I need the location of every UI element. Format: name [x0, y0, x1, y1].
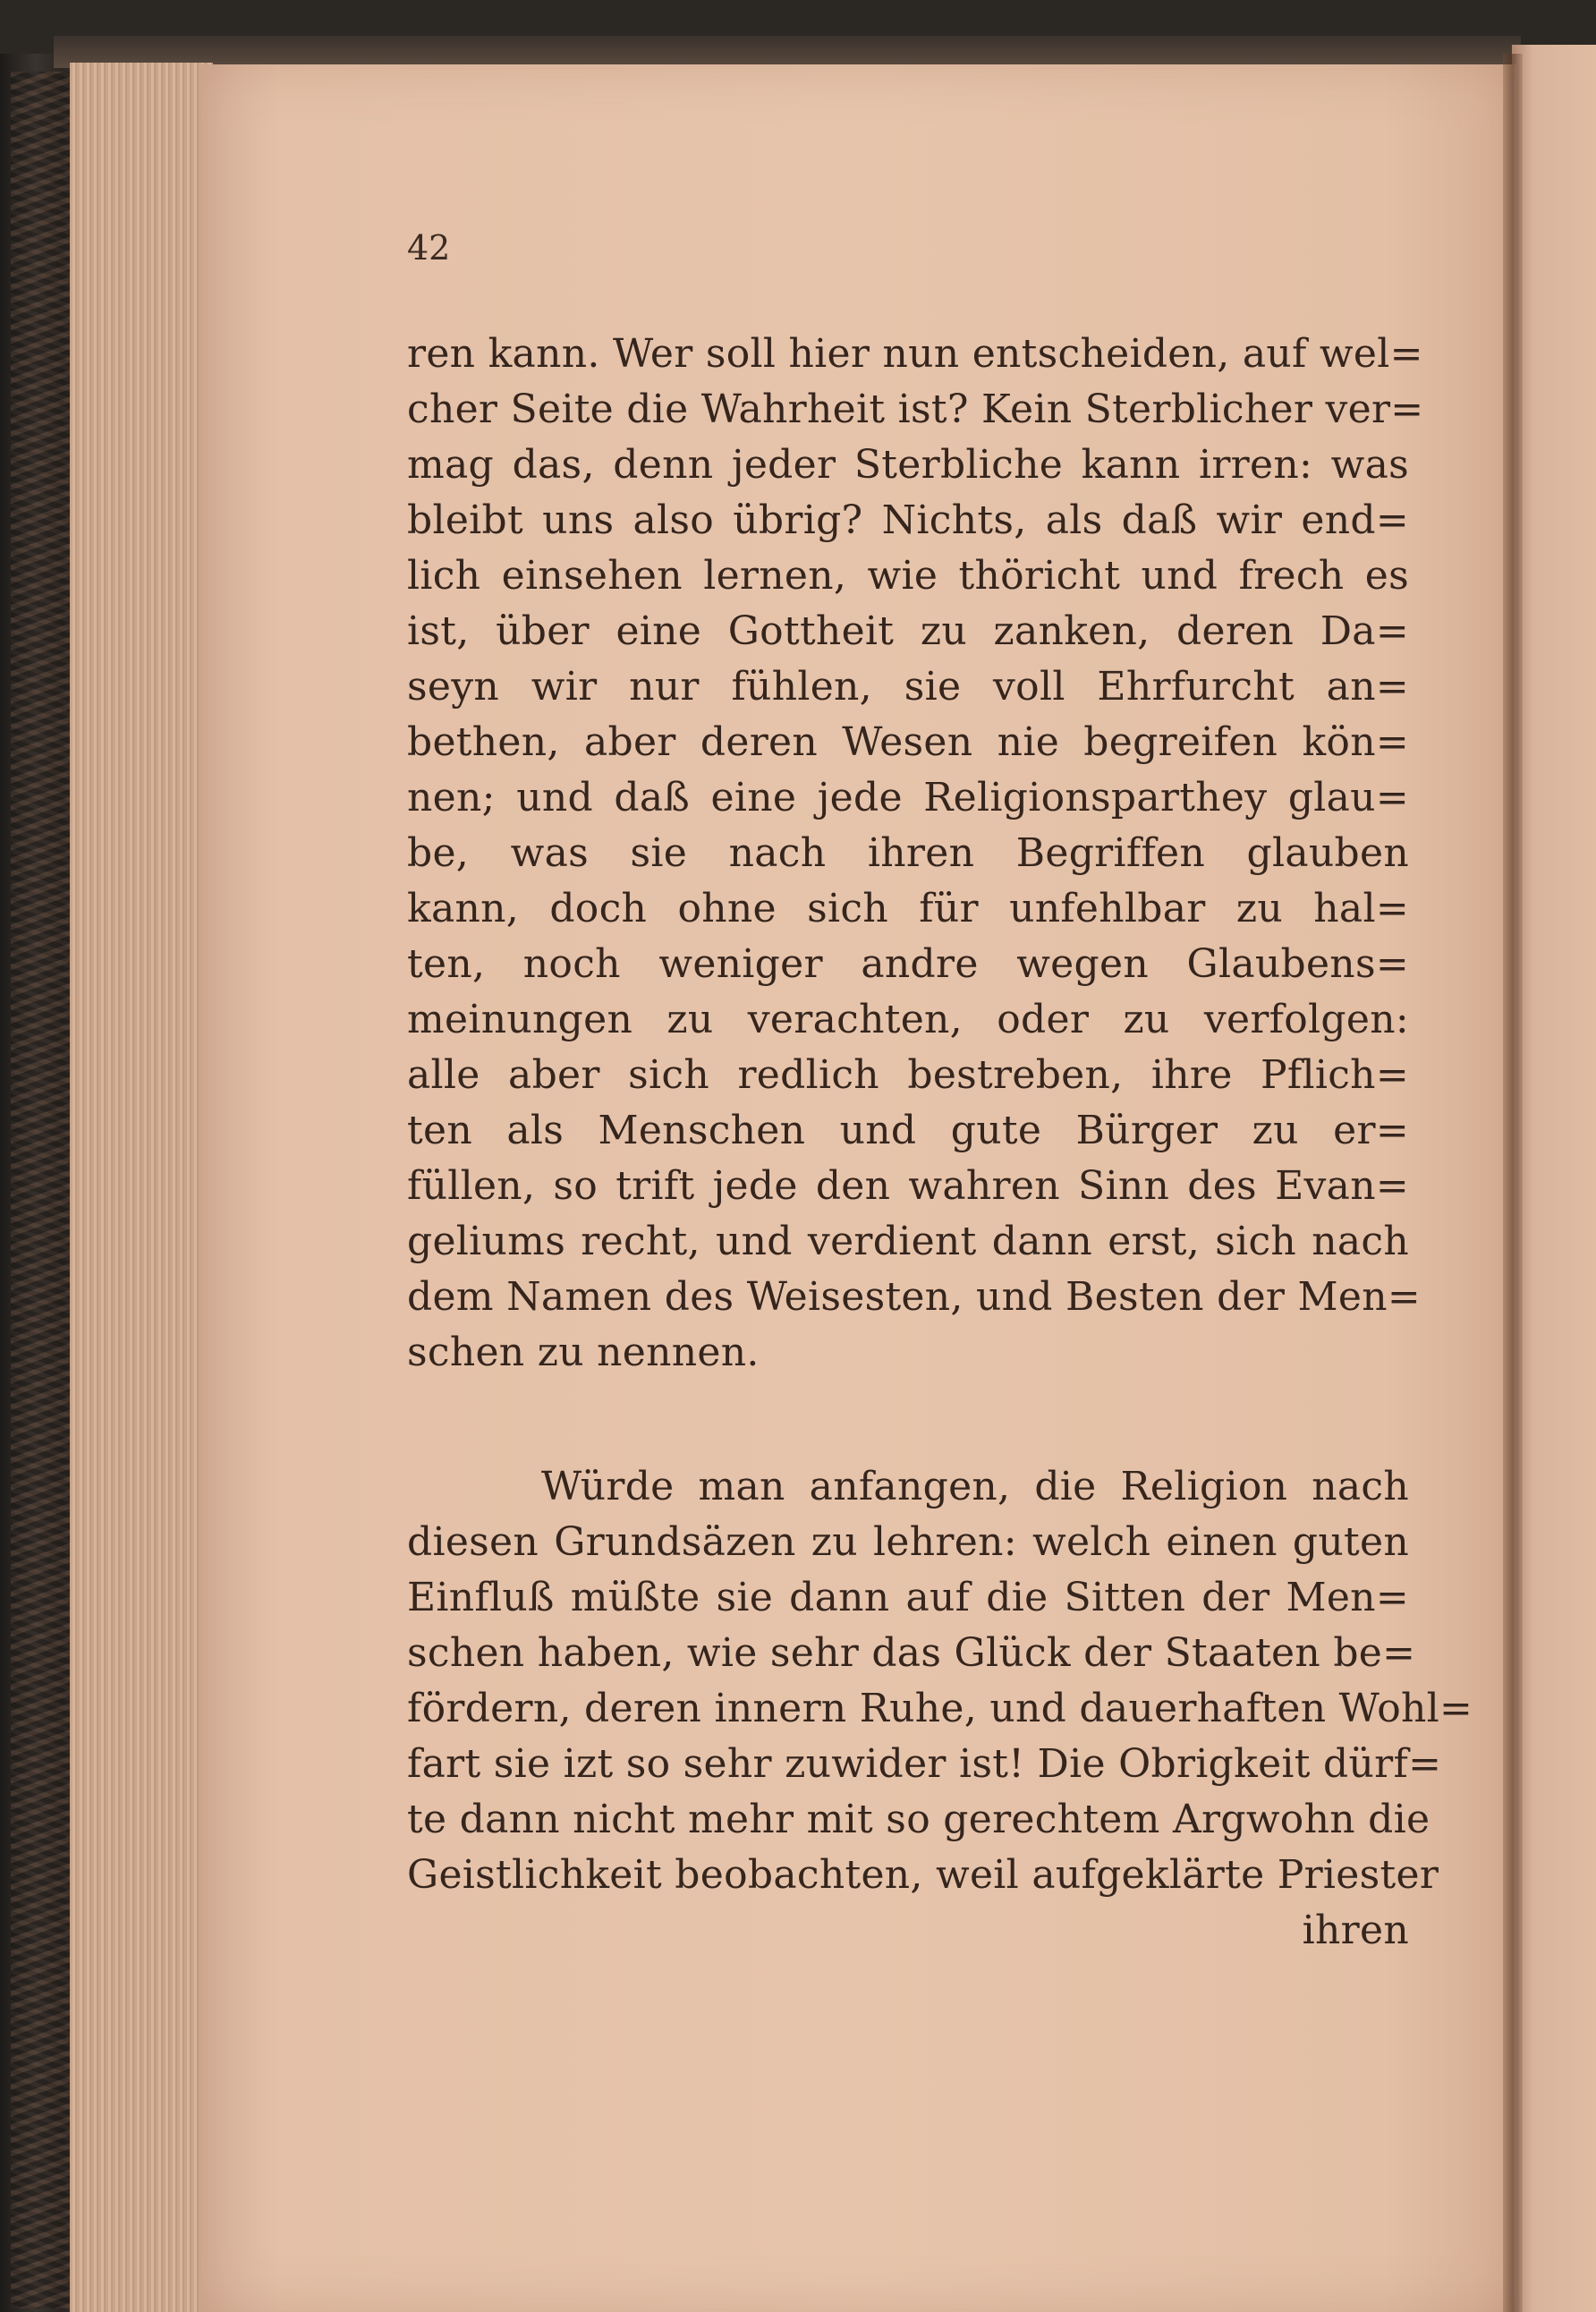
- text-line: fart sie izt so sehr zuwider ist! Die Obrigkeit dürf=: [407, 1741, 1442, 1787]
- page-stack-edges: [70, 63, 213, 2312]
- text-line: lich einsehen lernen, wie thöricht und frech es: [407, 553, 1409, 599]
- text-line: Würde man anfangen, die Religion nach: [541, 1464, 1409, 1509]
- text-line: bleibt uns also übrig? Nichts, als daß wir end=: [407, 497, 1409, 543]
- paragraph-1: [407, 327, 1424, 1381]
- page-number: 42: [407, 228, 451, 268]
- text-line: dem Namen des Weisesten, und Besten der Men=: [407, 1274, 1422, 1320]
- page-text: [407, 327, 1473, 1959]
- text-line: füllen, so trift jede den wahren Sinn des Evan=: [407, 1163, 1409, 1209]
- text-line: be, was sie nach ihren Begriffen glauben: [407, 830, 1409, 876]
- text-line: seyn wir nur fühlen, sie voll Ehrfurcht an=: [407, 664, 1409, 710]
- text-line: diesen Grundsäzen zu lehren: welch einen guten: [407, 1519, 1409, 1565]
- text-line: nen; und daß eine jede Religionsparthey glau=: [407, 775, 1409, 820]
- text-line: te dann nicht mehr mit so gerechtem Argwohn die: [407, 1797, 1430, 1842]
- catchword: ihren: [1302, 1908, 1409, 1953]
- text-line: ist, über eine Gottheit zu zanken, deren Da=: [407, 608, 1409, 654]
- text-line: kann, doch ohne sich für unfehlbar zu hal=: [407, 886, 1409, 931]
- text-line: schen haben, wie sehr das Glück der Staaten be=: [407, 1630, 1416, 1676]
- marbled-cover-edge: [11, 72, 73, 2308]
- text-line: schen zu nennen.: [407, 1330, 760, 1375]
- text-line: fördern, deren innern Ruhe, und dauerhaften Wohl=: [407, 1686, 1473, 1731]
- page-gutter: [1503, 54, 1523, 2312]
- next-page-edge: [1512, 45, 1596, 2312]
- text-line: ren kann. Wer soll hier nun entscheiden, auf wel=: [407, 331, 1423, 377]
- text-line: geliums recht, und verdient dann erst, sich nach: [407, 1219, 1409, 1264]
- text-line: Einfluß müßte sie dann auf die Sitten der Men=: [407, 1575, 1409, 1620]
- paragraph-2: [407, 1459, 1473, 1959]
- text-line: ten, noch weniger andre wegen Glaubens=: [407, 941, 1409, 987]
- text-line: cher Seite die Wahrheit ist? Kein Sterblicher ver=: [407, 387, 1424, 432]
- text-line: meinungen zu verachten, oder zu verfolgen:: [407, 997, 1409, 1042]
- text-line: bethen, aber deren Wesen nie begreifen kön=: [407, 719, 1409, 765]
- text-line: mag das, denn jeder Sterbliche kann irren: was: [407, 442, 1409, 488]
- text-line: Geistlichkeit beobachten, weil aufgeklärte Priester: [407, 1852, 1439, 1898]
- text-line: alle aber sich redlich bestreben, ihre Pflich=: [407, 1052, 1409, 1098]
- paragraph-gap: [407, 1381, 1409, 1459]
- text-line: ten als Menschen und gute Bürger zu er=: [407, 1108, 1409, 1153]
- top-board-edge: [54, 36, 1521, 68]
